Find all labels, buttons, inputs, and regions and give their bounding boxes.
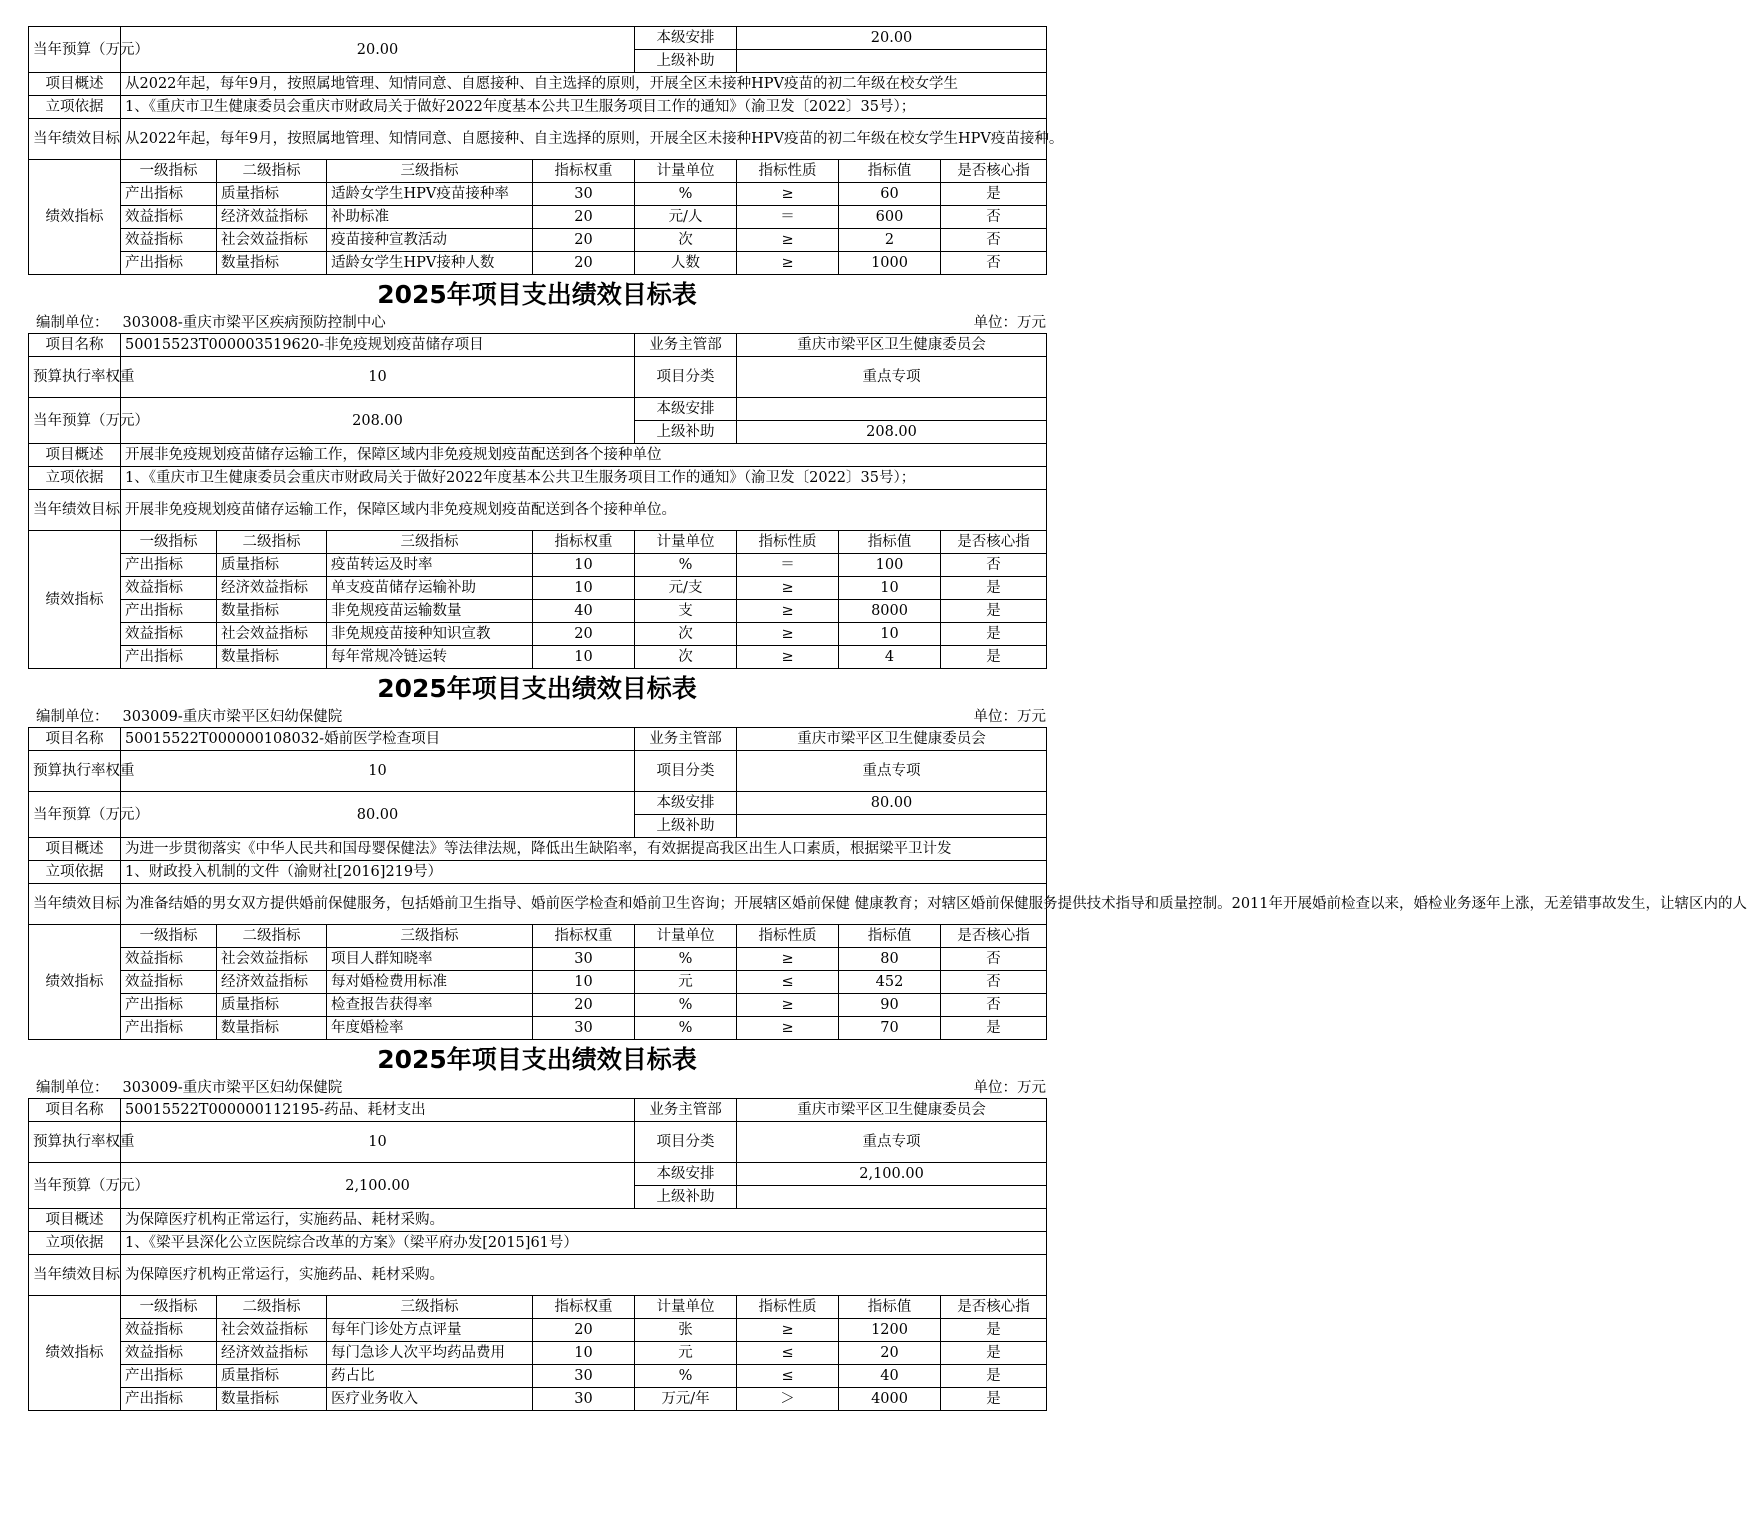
cell-level2: 经济效益指标 — [217, 206, 327, 229]
cell-weight: 10 — [533, 971, 635, 994]
budget-value: 2,100.00 — [121, 1163, 635, 1209]
goal-label: 当年绩效目标 — [29, 884, 121, 925]
goal-label: 当年绩效目标 — [29, 1255, 121, 1296]
table-row — [29, 1017, 1047, 1040]
header-h7: 指标值 — [839, 531, 941, 554]
cell-weight: 30 — [533, 1365, 635, 1388]
table-row — [29, 183, 1047, 206]
table-row — [29, 206, 1047, 229]
cell-nature: ≥ — [737, 1319, 839, 1342]
cell-weight: 20 — [533, 229, 635, 252]
cell-weight: 40 — [533, 600, 635, 623]
upper-label: 上级补助 — [635, 1186, 737, 1209]
overview-value: 开展非免疫规划疫苗储存运输工作，保障区域内非免疫规划疫苗配送到各个接种单位 — [121, 444, 1047, 467]
cell-value: 2 — [839, 229, 941, 252]
upper-label: 上级补助 — [635, 50, 737, 73]
cell-level2: 经济效益指标 — [217, 577, 327, 600]
supervisor-label: 业务主管部 — [635, 334, 737, 357]
cell-value: 70 — [839, 1017, 941, 1040]
cell-level3: 医疗业务收入 — [327, 1388, 533, 1411]
cell-level1: 产出指标 — [121, 994, 217, 1017]
cell-level2: 数量指标 — [217, 1388, 327, 1411]
cell-unit: 元 — [635, 971, 737, 994]
unit-name: 303008-重庆市梁平区疾病预防控制中心 — [122, 315, 386, 331]
header-h2: 二级指标 — [217, 925, 327, 948]
cell-level2: 质量指标 — [217, 554, 327, 577]
cell-weight: 20 — [533, 994, 635, 1017]
header-h3: 三级指标 — [327, 925, 533, 948]
project-name-label: 项目名称 — [29, 334, 121, 357]
unit-name: 303009-重庆市梁平区妇幼保健院 — [122, 709, 343, 725]
header-h6: 指标性质 — [737, 531, 839, 554]
unit-prefix: 编制单位： — [36, 709, 109, 725]
cell-value: 1000 — [839, 252, 941, 275]
cell-unit: % — [635, 1017, 737, 1040]
cell-unit: 支 — [635, 600, 737, 623]
goal-value: 为保障医疗机构正常运行，实施药品、耗材采购。 — [121, 1255, 1047, 1296]
cell-weight: 30 — [533, 1017, 635, 1040]
table-row — [29, 646, 1047, 669]
cell-level1: 产出指标 — [121, 1017, 217, 1040]
cell-core: 否 — [941, 971, 1047, 994]
basis-label: 立项依据 — [29, 96, 121, 119]
exec-rate-value: 10 — [121, 751, 635, 792]
cell-weight: 20 — [533, 623, 635, 646]
perf-label: 绩效指标 — [29, 1296, 121, 1411]
overview-value: 为保障医疗机构正常运行，实施药品、耗材采购。 — [121, 1209, 1047, 1232]
supervisor-label: 业务主管部 — [635, 728, 737, 751]
header-h3: 三级指标 — [327, 531, 533, 554]
header-h8: 是否核心指 — [941, 160, 1047, 183]
budget-value: 208.00 — [121, 398, 635, 444]
cell-nature: ≥ — [737, 252, 839, 275]
cell-unit: 万元/年 — [635, 1388, 737, 1411]
header-h7: 指标值 — [839, 160, 941, 183]
project-name-value: 50015522T000000112195-药品、耗材支出 — [121, 1099, 635, 1122]
cell-level2: 经济效益指标 — [217, 1342, 327, 1365]
table-row — [29, 623, 1047, 646]
cell-unit: 次 — [635, 623, 737, 646]
header-h1: 一级指标 — [121, 160, 217, 183]
own-value — [737, 398, 1047, 421]
cell-core: 是 — [941, 1388, 1047, 1411]
cell-level3: 补助标准 — [327, 206, 533, 229]
cell-level1: 效益指标 — [121, 623, 217, 646]
cell-level2: 数量指标 — [217, 1017, 327, 1040]
exec-rate-value: 10 — [121, 1122, 635, 1163]
category-value: 重点专项 — [737, 357, 1047, 398]
cell-weight: 30 — [533, 1388, 635, 1411]
cell-unit: 元 — [635, 1342, 737, 1365]
goal-value: 为准备结婚的男女双方提供婚前保健服务，包括婚前卫生指导、婚前医学检查和婚前卫生咨询；开展辖区婚前保健 健康教育；对辖区婚前保健服务提供技术指导和质量控制。2011年开展婚前检查以来，婚检业务逐年上涨，无差错事故发生，让辖区内的人 — [121, 884, 1047, 925]
cell-weight: 20 — [533, 206, 635, 229]
doc-title: 2025年项目支出绩效目标表 — [377, 1045, 697, 1074]
unit-line — [28, 707, 1046, 727]
cell-core: 是 — [941, 183, 1047, 206]
cell-level1: 产出指标 — [121, 554, 217, 577]
cell-weight: 10 — [533, 577, 635, 600]
overview-label: 项目概述 — [29, 838, 121, 861]
cell-level2: 经济效益指标 — [217, 971, 327, 994]
goal-value: 开展非免疫规划疫苗储存运输工作，保障区域内非免疫规划疫苗配送到各个接种单位。 — [121, 490, 1047, 531]
unit-prefix: 编制单位： — [36, 1080, 109, 1096]
section0-table — [28, 26, 1064, 275]
cell-weight: 20 — [533, 252, 635, 275]
cell-level1: 产出指标 — [121, 1365, 217, 1388]
cell-core: 是 — [941, 623, 1047, 646]
exec-rate-label: 预算执行率权重 — [29, 751, 121, 792]
cell-unit: 人数 — [635, 252, 737, 275]
cell-level3: 每对婚检费用标准 — [327, 971, 533, 994]
supervisor-value: 重庆市梁平区卫生健康委员会 — [737, 334, 1047, 357]
cell-unit: % — [635, 554, 737, 577]
own-label: 本级安排 — [635, 398, 737, 421]
cell-level2: 数量指标 — [217, 600, 327, 623]
overview-label: 项目概述 — [29, 1209, 121, 1232]
cell-nature: ≥ — [737, 948, 839, 971]
category-value: 重点专项 — [737, 751, 1047, 792]
cell-core: 是 — [941, 1017, 1047, 1040]
cell-level3: 疫苗转运及时率 — [327, 554, 533, 577]
cell-level3: 药占比 — [327, 1365, 533, 1388]
table-row — [29, 1388, 1047, 1411]
cell-unit: 张 — [635, 1319, 737, 1342]
section2-table — [28, 727, 1747, 1040]
header-h2: 二级指标 — [217, 160, 327, 183]
project-name-value: 50015522T000000108032-婚前医学检查项目 — [121, 728, 635, 751]
cell-nature: ＝ — [737, 554, 839, 577]
perf-label: 绩效指标 — [29, 925, 121, 1040]
upper-value: 208.00 — [737, 421, 1047, 444]
cell-level3: 项目人群知晓率 — [327, 948, 533, 971]
unit-right: 单位：万元 — [973, 1080, 1046, 1096]
exec-rate-value: 10 — [121, 357, 635, 398]
cell-level3: 适龄女学生HPV疫苗接种率 — [327, 183, 533, 206]
cell-level2: 社会效益指标 — [217, 948, 327, 971]
own-value: 20.00 — [737, 27, 1047, 50]
upper-label: 上级补助 — [635, 421, 737, 444]
cell-nature: ≥ — [737, 646, 839, 669]
cell-value: 80 — [839, 948, 941, 971]
project-name-label: 项目名称 — [29, 728, 121, 751]
project-name-label: 项目名称 — [29, 1099, 121, 1122]
budget-label: 当年预算（万元） — [29, 27, 121, 73]
cell-weight: 20 — [533, 1319, 635, 1342]
budget-label: 当年预算（万元） — [29, 792, 121, 838]
cell-level3: 非免规疫苗接种知识宣教 — [327, 623, 533, 646]
cell-nature: ≥ — [737, 183, 839, 206]
category-label: 项目分类 — [635, 1122, 737, 1163]
cell-nature: ≤ — [737, 1342, 839, 1365]
cell-nature: ≥ — [737, 229, 839, 252]
cell-level1: 效益指标 — [121, 1342, 217, 1365]
cell-value: 60 — [839, 183, 941, 206]
header-h3: 三级指标 — [327, 160, 533, 183]
cell-nature: ≥ — [737, 600, 839, 623]
cell-level1: 产出指标 — [121, 600, 217, 623]
header-h5: 计量单位 — [635, 531, 737, 554]
cell-nature: ≥ — [737, 1017, 839, 1040]
cell-nature: ≥ — [737, 623, 839, 646]
cell-unit: 元/人 — [635, 206, 737, 229]
unit-line — [28, 313, 1046, 333]
unit-prefix: 编制单位： — [36, 315, 109, 331]
cell-unit: % — [635, 994, 737, 1017]
cell-level1: 产出指标 — [121, 252, 217, 275]
cell-core: 是 — [941, 600, 1047, 623]
budget-label: 当年预算（万元） — [29, 398, 121, 444]
overview-value: 为进一步贯彻落实《中华人民共和国母婴保健法》等法律法规，降低出生缺陷率，有效据提高我区出生人口素质，根据梁平卫计发 — [121, 838, 1047, 861]
table-row — [29, 252, 1047, 275]
cell-value: 90 — [839, 994, 941, 1017]
cell-level2: 质量指标 — [217, 183, 327, 206]
cell-unit: % — [635, 1365, 737, 1388]
project-name-value: 50015523T000003519620-非免疫规划疫苗储存项目 — [121, 334, 635, 357]
table-row — [29, 229, 1047, 252]
header-h1: 一级指标 — [121, 531, 217, 554]
cell-level3: 检查报告获得率 — [327, 994, 533, 1017]
header-h4: 指标权重 — [533, 1296, 635, 1319]
header-h7: 指标值 — [839, 1296, 941, 1319]
header-h5: 计量单位 — [635, 160, 737, 183]
goal-label: 当年绩效目标 — [29, 119, 121, 160]
header-h2: 二级指标 — [217, 1296, 327, 1319]
cell-core: 否 — [941, 206, 1047, 229]
budget-value: 20.00 — [121, 27, 635, 73]
cell-level1: 产出指标 — [121, 646, 217, 669]
cell-level2: 社会效益指标 — [217, 1319, 327, 1342]
cell-weight: 30 — [533, 948, 635, 971]
category-label: 项目分类 — [635, 751, 737, 792]
own-value: 2,100.00 — [737, 1163, 1047, 1186]
header-h4: 指标权重 — [533, 160, 635, 183]
cell-unit: 次 — [635, 229, 737, 252]
cell-level1: 效益指标 — [121, 971, 217, 994]
cell-value: 452 — [839, 971, 941, 994]
table-row — [29, 554, 1047, 577]
cell-value: 4000 — [839, 1388, 941, 1411]
cell-weight: 10 — [533, 1342, 635, 1365]
header-h1: 一级指标 — [121, 1296, 217, 1319]
cell-level2: 质量指标 — [217, 1365, 327, 1388]
cell-core: 否 — [941, 994, 1047, 1017]
basis-label: 立项依据 — [29, 861, 121, 884]
table-row — [29, 1365, 1047, 1388]
table-row — [29, 1342, 1047, 1365]
cell-level3: 每门急诊人次平均药品费用 — [327, 1342, 533, 1365]
basis-value: 1、《重庆市卫生健康委员会重庆市财政局关于做好2022年度基本公共卫生服务项目工作的通知》（渝卫发〔2022〕35号）； — [121, 96, 1047, 119]
table-row — [29, 948, 1047, 971]
cell-value: 4 — [839, 646, 941, 669]
cell-value: 40 — [839, 1365, 941, 1388]
header-h1: 一级指标 — [121, 925, 217, 948]
cell-level2: 社会效益指标 — [217, 229, 327, 252]
overview-label: 项目概述 — [29, 73, 121, 96]
table-row — [29, 600, 1047, 623]
unit-line — [28, 1078, 1046, 1098]
upper-label: 上级补助 — [635, 815, 737, 838]
cell-level2: 数量指标 — [217, 252, 327, 275]
cell-weight: 10 — [533, 554, 635, 577]
cell-core: 否 — [941, 229, 1047, 252]
unit-name: 303009-重庆市梁平区妇幼保健院 — [122, 1080, 343, 1096]
cell-level3: 单支疫苗储存运输补助 — [327, 577, 533, 600]
section3-table — [28, 1098, 1047, 1411]
cell-core: 是 — [941, 646, 1047, 669]
overview-label: 项目概述 — [29, 444, 121, 467]
cell-level1: 产出指标 — [121, 1388, 217, 1411]
cell-level1: 效益指标 — [121, 1319, 217, 1342]
own-label: 本级安排 — [635, 27, 737, 50]
supervisor-label: 业务主管部 — [635, 1099, 737, 1122]
exec-rate-label: 预算执行率权重 — [29, 1122, 121, 1163]
doc-title: 2025年项目支出绩效目标表 — [377, 280, 697, 309]
cell-level3: 适龄女学生HPV接种人数 — [327, 252, 533, 275]
basis-label: 立项依据 — [29, 1232, 121, 1255]
cell-nature: ≤ — [737, 971, 839, 994]
cell-level3: 每年门诊处方点评量 — [327, 1319, 533, 1342]
table-row — [29, 994, 1047, 1017]
doc-title: 2025年项目支出绩效目标表 — [377, 674, 697, 703]
header-h5: 计量单位 — [635, 1296, 737, 1319]
cell-core: 是 — [941, 1342, 1047, 1365]
supervisor-value: 重庆市梁平区卫生健康委员会 — [737, 1099, 1047, 1122]
cell-value: 10 — [839, 623, 941, 646]
cell-level1: 效益指标 — [121, 229, 217, 252]
upper-value — [737, 1186, 1047, 1209]
section1-table — [28, 333, 1047, 669]
cell-level3: 疫苗接种宣教活动 — [327, 229, 533, 252]
cell-level2: 社会效益指标 — [217, 623, 327, 646]
own-label: 本级安排 — [635, 792, 737, 815]
cell-nature: ＞ — [737, 1388, 839, 1411]
unit-right: 单位：万元 — [973, 709, 1046, 725]
cell-core: 是 — [941, 1365, 1047, 1388]
cell-core: 否 — [941, 252, 1047, 275]
cell-level3: 每年常规冷链运转 — [327, 646, 533, 669]
header-h8: 是否核心指 — [941, 531, 1047, 554]
cell-level2: 数量指标 — [217, 646, 327, 669]
basis-label: 立项依据 — [29, 467, 121, 490]
cell-weight: 10 — [533, 646, 635, 669]
cell-unit: % — [635, 183, 737, 206]
cell-level2: 质量指标 — [217, 994, 327, 1017]
budget-value: 80.00 — [121, 792, 635, 838]
cell-level1: 产出指标 — [121, 183, 217, 206]
cell-level1: 效益指标 — [121, 948, 217, 971]
supervisor-value: 重庆市梁平区卫生健康委员会 — [737, 728, 1047, 751]
table-row — [29, 971, 1047, 994]
category-label: 项目分类 — [635, 357, 737, 398]
cell-level3: 年度婚检率 — [327, 1017, 533, 1040]
header-h5: 计量单位 — [635, 925, 737, 948]
exec-rate-label: 预算执行率权重 — [29, 357, 121, 398]
perf-label: 绩效指标 — [29, 160, 121, 275]
cell-weight: 30 — [533, 183, 635, 206]
overview-value: 从2022年起，每年9月，按照属地管理、知情同意、自愿接种、自主选择的原则，开展全区未接种HPV疫苗的初二年级在校女学生 — [121, 73, 1047, 96]
upper-value — [737, 50, 1047, 73]
cell-level1: 效益指标 — [121, 206, 217, 229]
header-h4: 指标权重 — [533, 925, 635, 948]
cell-core: 否 — [941, 948, 1047, 971]
cell-level3: 非免规疫苗运输数量 — [327, 600, 533, 623]
header-h6: 指标性质 — [737, 160, 839, 183]
category-value: 重点专项 — [737, 1122, 1047, 1163]
cell-core: 是 — [941, 1319, 1047, 1342]
cell-core: 否 — [941, 554, 1047, 577]
cell-unit: 次 — [635, 646, 737, 669]
goal-label: 当年绩效目标 — [29, 490, 121, 531]
basis-value: 1、《重庆市卫生健康委员会重庆市财政局关于做好2022年度基本公共卫生服务项目工作的通知》（渝卫发〔2022〕35号）； — [121, 467, 1047, 490]
cell-core: 是 — [941, 577, 1047, 600]
cell-nature: ≤ — [737, 1365, 839, 1388]
cell-nature: ≥ — [737, 577, 839, 600]
header-h6: 指标性质 — [737, 1296, 839, 1319]
table-row — [29, 1319, 1047, 1342]
goal-value: 从2022年起，每年9月，按照属地管理、知情同意、自愿接种、自主选择的原则，开展全区未接种HPV疫苗的初二年级在校女学生HPV疫苗接种。 — [121, 119, 1047, 160]
page — [28, 26, 1747, 1411]
header-h8: 是否核心指 — [941, 925, 1047, 948]
header-h2: 二级指标 — [217, 531, 327, 554]
header-h7: 指标值 — [839, 925, 941, 948]
cell-value: 600 — [839, 206, 941, 229]
basis-value: 1、《梁平县深化公立医院综合改革的方案》（梁平府办发[2015]61号） — [121, 1232, 1047, 1255]
upper-value — [737, 815, 1047, 838]
header-h3: 三级指标 — [327, 1296, 533, 1319]
basis-value: 1、财政投入机制的文件（渝财社[2016]219号） — [121, 861, 1047, 884]
header-h6: 指标性质 — [737, 925, 839, 948]
unit-right: 单位：万元 — [973, 315, 1046, 331]
budget-label: 当年预算（万元） — [29, 1163, 121, 1209]
cell-value: 20 — [839, 1342, 941, 1365]
cell-nature: ≥ — [737, 994, 839, 1017]
cell-value: 8000 — [839, 600, 941, 623]
header-h8: 是否核心指 — [941, 1296, 1047, 1319]
cell-level1: 效益指标 — [121, 577, 217, 600]
perf-label: 绩效指标 — [29, 531, 121, 669]
cell-value: 1200 — [839, 1319, 941, 1342]
header-h4: 指标权重 — [533, 531, 635, 554]
cell-value: 10 — [839, 577, 941, 600]
cell-unit: % — [635, 948, 737, 971]
own-label: 本级安排 — [635, 1163, 737, 1186]
table-row — [29, 577, 1047, 600]
cell-nature: ＝ — [737, 206, 839, 229]
cell-unit: 元/支 — [635, 577, 737, 600]
own-value: 80.00 — [737, 792, 1047, 815]
cell-value: 100 — [839, 554, 941, 577]
